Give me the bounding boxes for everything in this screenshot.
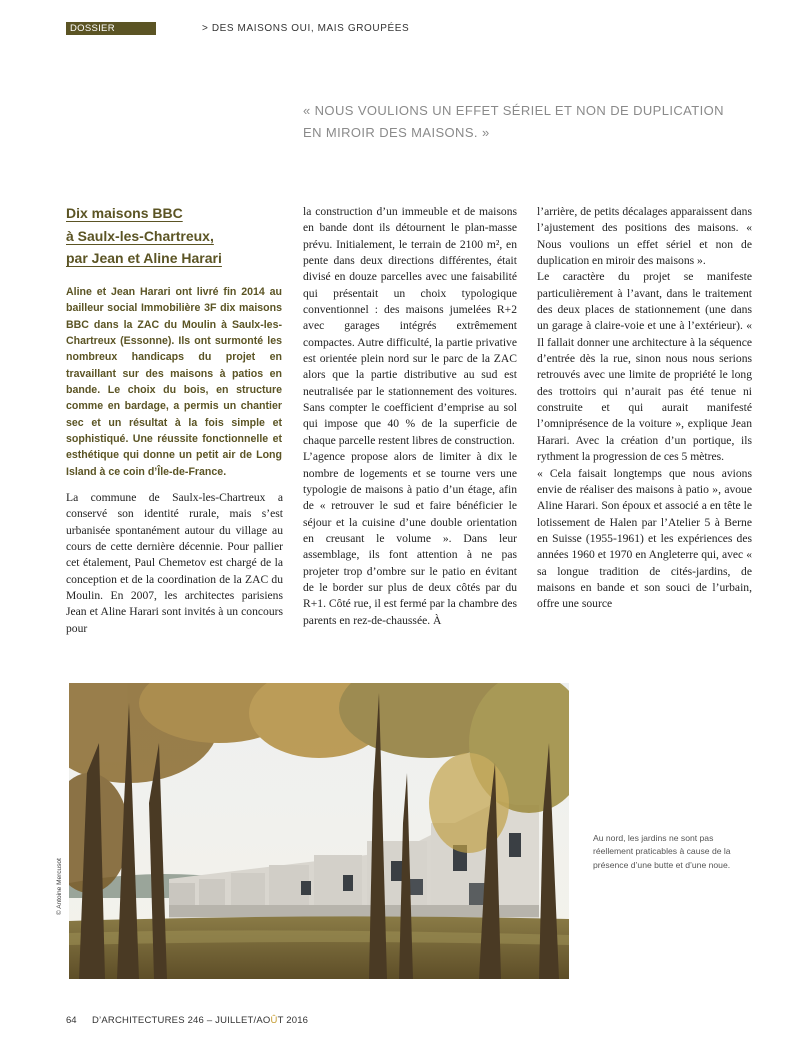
article-intro: Aline et Jean Harari ont livré fin 2014 au bailleur social Immobilière 3F dix maisons BBC dans la ZAC du Moulin à Saulx-les-Chartreux (Essonne). Ils ont surmonté les nombreux handicaps du projet en travaillant sur des maisons à patios en bande. Le choix du bois, en structure comme en bardage, a permis un chantier sec et un résultat à la fois simple et sophistiqué. Une réussite fonctionnelle et esthétique qui donne un petit air de Long Island à ce coin d’Île-de-France. (66, 286, 282, 478)
paragraph: Le caractère du projet se manifeste particulièrement à l’avant, dans le traitement des deux places de stationnement (une dans un garage à claire-voie et une à l’extérieur). « Il fallait donner une architecture à la séquence d’entrée dès la rue, sinon nous nous serions retrouvés avec une limite de propriété le long des trottoirs qui n’aurait pas été tenue ni construite et qui aurait manifesté l’omniprésence de la voiture », explique Jean Harari. Avec la création d’un portique, ils rythment la progression de ces 5 mètres. (537, 270, 752, 464)
body-column-3 (537, 204, 752, 613)
page-number: 64 (66, 1015, 77, 1026)
paragraph: l’arrière, de petits décalages apparaissent dans l’ajustement des positions des maisons. « Nous voulions un effet sériel et non de duplication en miroir des maisons ». (537, 205, 752, 268)
footer-journal (92, 1015, 308, 1026)
sidebar-title-line-3: par Jean et Aline Harari (66, 250, 222, 266)
photo-caption: Au nord, les jardins ne sont pas réellement praticables à cause de la présence d’une butte et d’une noue. (593, 833, 731, 870)
paragraph: « Cela faisait longtemps que nous avions envie de réaliser des maisons à patio », avoue Aline Harari. Son époux et associé a en tête le lotissement de Halen par l’Atelier 5 à Berne en Suisse (1955-1961) et les expériences des années 1960 et 1970 en Angleterre qui, avec « sa longue tradition de cités-jardins, de maisons en bande et son souci de l’urbain, offre une source (537, 466, 752, 611)
sidebar-title-line-1: Dix maisons BBC (66, 205, 183, 221)
article-photo (69, 683, 569, 979)
body-column-1 (66, 490, 283, 637)
footer-journal-main: D’ARCHITECTURES 246 – JUILLET/AO (92, 1015, 271, 1026)
section-badge: DOSSIER (66, 22, 156, 35)
pull-quote-line-2: EN MIROIR DES MAISONS. » (303, 125, 490, 140)
header-title: > DES MAISONS OUI, MAIS GROUPÉES (202, 23, 410, 34)
pull-quote-line-1: « NOUS VOULIONS UN EFFET SÉRIEL ET NON DE DUPLICATION (303, 103, 724, 118)
footer-journal-tail: T 2016 (277, 1015, 309, 1026)
paragraph: L’agence propose alors de limiter à dix le nombre de logements et se tourne vers une typologie de maisons à patio d’un étage, afin de « retrouver le sud et faire bénéficier le séjour et la cuisine d’une double orientation en creusant le volume ». Dans leur assemblage, ils font attention à ne pas projeter trop d’ombre sur le patio en évitant de le border sur plus de deux côtés par du R+1. Côté rue, il est fermé par la chambre des parents en rez-de-chaussée. À (303, 450, 517, 627)
body-column-2 (303, 204, 517, 629)
photo-credit: © Antoine Mercusot (56, 858, 63, 915)
footer-journal-accent: Û (270, 1015, 278, 1026)
paragraph: La commune de Saulx-les-Chartreux a conservé son identité rurale, mais s’est urbanisée spontanément autour du village au cours de cette dernière décennie. Pour pallier cet étalement, Paul Chemetov est chargé de la conception et de la coordination de la ZAC du Moulin. En 2007, les architectes parisiens Jean et Aline Harari sont invités à un concours pour (66, 491, 283, 635)
paragraph: la construction d’un immeuble et de maisons en bande dont ils détournent le plan-masse prévu. Initialement, le terrain de 2100 m², en pente dans deux directions différentes, était divisé en douze parcelles avec une faisabilité qui présentait un choix typologique conventionnel : des maisons jumelées R+2 avec garages intégrés extrêmement compactes. Autre difficulté, la partie privative est orientée plein nord sur le parc de la ZAC alors que la partie distributive au sud est neutralisée par le stationnement des voitures. Sans compter le coefficient d’emprise au sol qui impose que 40 % de la superficie de chaque parcelle restent libres de construction. (303, 205, 517, 447)
sidebar-title-line-2: à Saulx-les-Chartreux, (66, 228, 214, 244)
